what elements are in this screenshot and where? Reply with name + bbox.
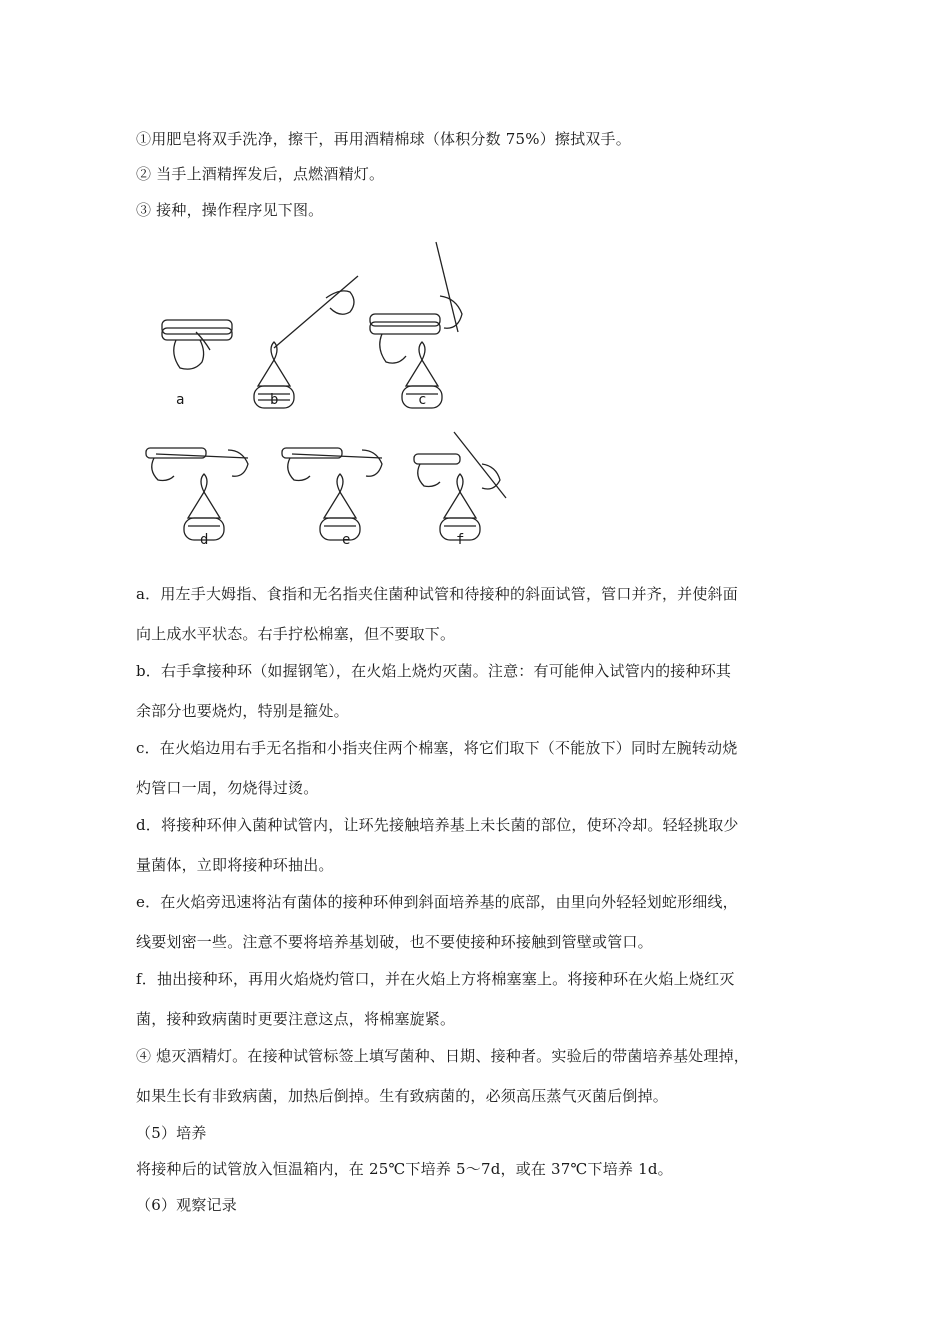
figure-label-d: d — [200, 532, 209, 548]
section-5-heading: （5）培养 — [136, 1124, 207, 1142]
paragraph-b-line1: b．右手拿接种环（如握钢笔），在火焰上烧灼灭菌。注意：有可能伸入试管内的接种环其 — [136, 662, 732, 680]
figure-d-drawing — [146, 448, 248, 540]
inoculation-drawings — [136, 236, 536, 556]
figure-label-e: e — [342, 532, 351, 548]
step-4-line2: 如果生长有非致病菌，加热后倒掉。生有致病菌的，必须高压蒸气灭菌后倒掉。 — [136, 1087, 669, 1105]
figure-label-c: c — [418, 392, 427, 408]
figure-a-drawing — [162, 320, 232, 369]
paragraph-e-line2: 线要划密一些。注意不要将培养基划破，也不要使接种环接触到管壁或管口。 — [136, 933, 653, 951]
figure-label-f: f — [456, 532, 465, 548]
figure-c-drawing — [370, 242, 462, 408]
figure-f-drawing — [414, 432, 506, 540]
inoculation-figure — [136, 236, 536, 556]
step-3: ③ 接种，操作程序见下图。 — [136, 201, 324, 219]
step-1: ①用肥皂将双手洗净，擦干，再用酒精棉球（体积分数 75%）擦拭双手。 — [136, 130, 631, 148]
paragraph-c-line1: c．在火焰边用右手无名指和小指夹住两个棉塞，将它们取下（不能放下）同时左腕转动烧 — [136, 739, 738, 757]
section-6-heading: （6）观察记录 — [136, 1196, 237, 1214]
figure-e-drawing — [282, 448, 382, 540]
paragraph-f-line1: f．抽出接种环，再用火焰烧灼管口，并在火焰上方将棉塞塞上。将接种环在火焰上烧红灭 — [136, 970, 735, 988]
paragraph-c-line2: 灼管口一周，勿烧得过烫。 — [136, 779, 319, 797]
section-5-text: 将接种后的试管放入恒温箱内，在 25℃下培养 5～7d，或在 37℃下培养 1d。 — [136, 1160, 673, 1178]
step-2: ② 当手上酒精挥发后，点燃酒精灯。 — [136, 165, 385, 183]
paragraph-e-line1: e．在火焰旁迅速将沾有菌体的接种环伸到斜面培养基的底部，由里向外轻轻划蛇形细线， — [136, 893, 738, 911]
paragraph-b-line2: 余部分也要烧灼，特别是箍处。 — [136, 702, 349, 720]
figure-label-b: b — [270, 392, 279, 408]
paragraph-a-line2: 向上成水平状态。右手拧松棉塞，但不要取下。 — [136, 625, 456, 643]
paragraph-d-line1: d．将接种环伸入菌种试管内，让环先接触培养基上未长菌的部位，使环冷却。轻轻挑取少 — [136, 816, 739, 834]
step-4-line1: ④ 熄灭酒精灯。在接种试管标签上填写菌种、日期、接种者。实验后的带菌培养基处理掉， — [136, 1047, 749, 1065]
paragraph-d-line2: 量菌体，立即将接种环抽出。 — [136, 856, 334, 874]
paragraph-a-line1: a．用左手大姆指、食指和无名指夹住菌种试管和待接种的斜面试管，管口并齐，并使斜面 — [136, 585, 738, 603]
paragraph-f-line2: 菌，接种致病菌时更要注意这点，将棉塞旋紧。 — [136, 1010, 456, 1028]
figure-b-drawing — [254, 276, 358, 408]
figure-label-a: a — [176, 392, 185, 408]
